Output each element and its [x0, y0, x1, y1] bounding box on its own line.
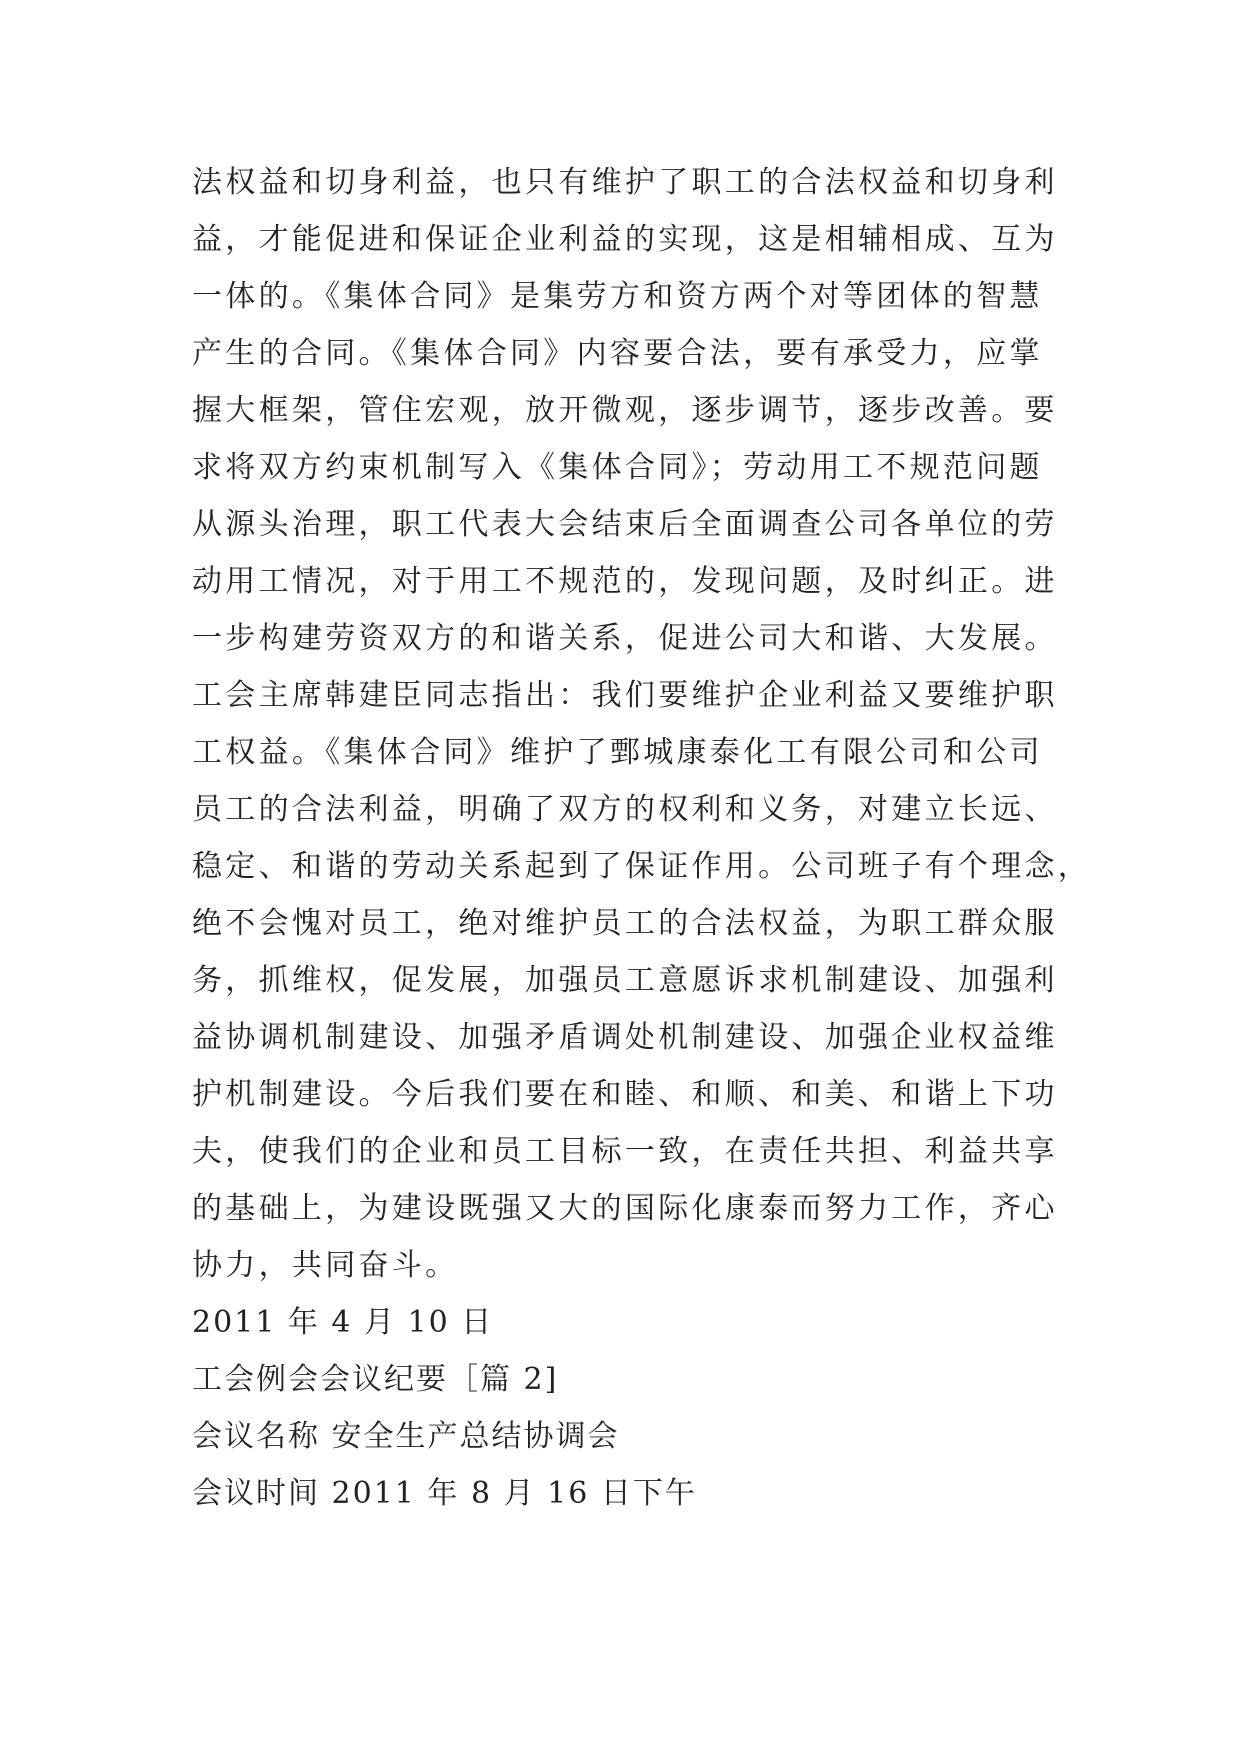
body-line: 务，抓维权，促发展，加强员工意愿诉求机制建设、加强利 [192, 963, 1058, 998]
body-line: 益，才能促进和保证企业利益的实现，这是相辅相成、互为 [192, 222, 1058, 257]
body-line: 动用工情况，对于用工不规范的，发现问题，及时纠正。进 [192, 564, 1058, 599]
body-line: 绝不会愧对员工，绝对维护员工的合法权益，为职工群众服 [192, 906, 1058, 941]
body-line: 协力，共同奋斗。 [192, 1248, 459, 1283]
body-line: 夫，使我们的企业和员工目标一致，在责任共担、利益共享 [192, 1134, 1058, 1169]
body-line: 产生的合同。《集体合同》内容要合法，要有承受力，应掌 [192, 336, 1043, 371]
body-line: 护机制建设。今后我们要在和睦、和顺、和美、和谐上下功 [192, 1077, 1058, 1112]
body-line: 一体的。《集体合同》是集劳方和资方两个对等团体的智慧 [192, 279, 1043, 314]
body-line: 从源头治理，职工代表大会结束后全面调查公司各单位的劳 [192, 507, 1058, 542]
body-line: 法权益和切身利益，也只有维护了职工的合法权益和切身利 [192, 165, 1058, 200]
body-line: 员工的合法利益，明确了双方的权利和义务，对建立长远、 [192, 792, 1058, 827]
date-line: 2011 年 4 月 10 日 [192, 1305, 494, 1340]
body-line: 求将双方约束机制写入《集体合同》；劳动用工不规范问题 [192, 450, 1043, 485]
meeting-name-line: 会议名称 安全生产总结协调会 [192, 1419, 620, 1454]
body-line: 稳定、和谐的劳动关系起到了保证作用。公司班子有个理念， [192, 849, 1092, 884]
body-line: 一步构建劳资双方的和谐关系，促进公司大和谐、大发展。 [192, 621, 1058, 656]
body-line: 工会主席韩建臣同志指出：我们要维护企业利益又要维护职 [192, 678, 1058, 713]
body-line: 工权益。《集体合同》维护了鄄城康泰化工有限公司和公司 [192, 735, 1043, 770]
meeting-time-line: 会议时间 2011 年 8 月 16 日下午 [192, 1476, 697, 1511]
body-line: 的基础上，为建设既强又大的国际化康泰而努力工作，齐心 [192, 1191, 1058, 1226]
section-title: 工会例会会议纪要［篇 2] [192, 1362, 559, 1397]
body-line: 握大框架，管住宏观，放开微观，逐步调节，逐步改善。要 [192, 393, 1058, 428]
document-text-block [192, 154, 1092, 1522]
body-line: 益协调机制建设、加强矛盾调处机制建设、加强企业权益维 [192, 1020, 1058, 1055]
